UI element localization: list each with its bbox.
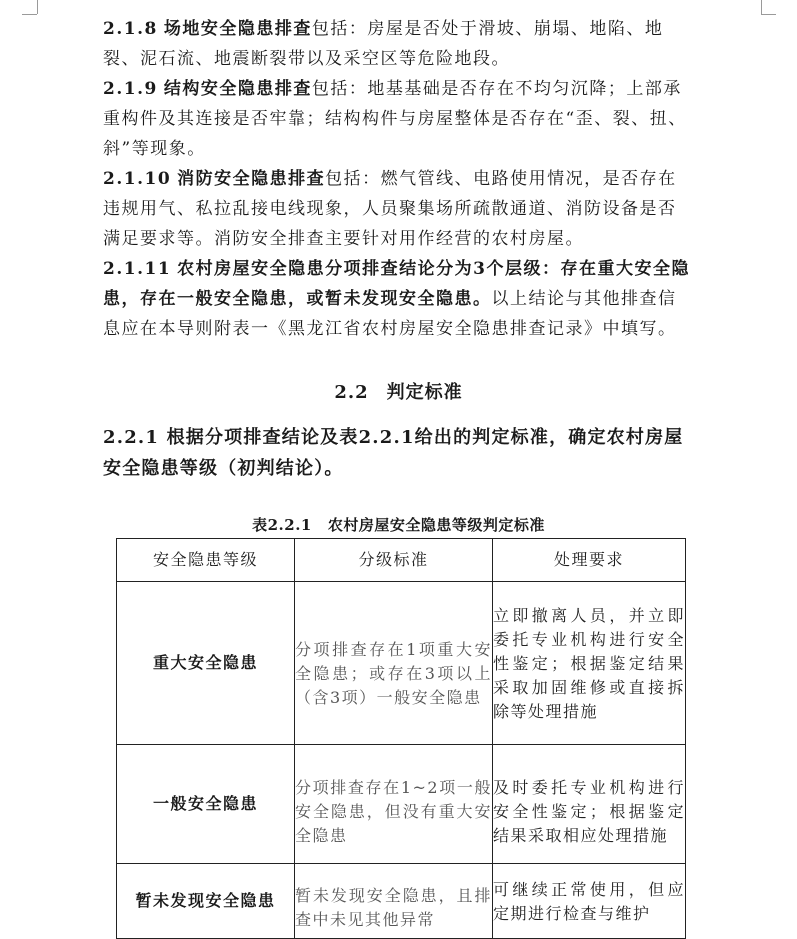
clause-number: 2.1.8	[103, 19, 158, 39]
clause-heading: 场地安全隐患排查	[163, 19, 312, 39]
clause-heading: 消防安全隐患排查	[177, 169, 326, 189]
clause-number: 2.1.11	[103, 259, 172, 279]
clause-2-1-10	[103, 164, 693, 254]
table-row	[117, 745, 686, 864]
action-cell: 可继续正常使用，但应定期进行检查与维护	[493, 864, 686, 939]
margin-mark-top-left	[37, 0, 38, 14]
section-number: 2.2	[334, 382, 369, 403]
criteria-cell: 分项排查存在1项重大安全隐患；或存在3项以上（含3项）一般安全隐患	[295, 582, 493, 745]
action-cell: 及时委托专业机构进行安全性鉴定；根据鉴定结果采取相应处理措施	[493, 745, 686, 864]
criteria-cell: 暂未发现安全隐患，且排查中未见其他异常	[295, 864, 493, 939]
margin-mark-top-left-h	[22, 14, 37, 15]
level-cell: 重大安全隐患	[117, 582, 295, 745]
table-caption	[0, 514, 797, 535]
header-level: 安全隐患等级	[117, 539, 295, 582]
clause-number: 2.1.9	[103, 79, 158, 99]
table-number: 表2.2.1	[252, 516, 312, 534]
clause-number: 2.1.10	[103, 169, 172, 189]
criteria-cell: 分项排查存在1~2项一般安全隐患，但没有重大安全隐患	[295, 745, 493, 864]
clause-text: 以上结论与其他排查信息应在本导则附表一《黑龙江省农村房屋安全隐患排查记录》中填写。	[103, 289, 677, 339]
clause-2-2-1	[103, 422, 693, 484]
table-row	[117, 582, 686, 745]
header-criteria: 分级标准	[295, 539, 493, 582]
table-header-row	[117, 539, 686, 582]
clause-2-1-11	[103, 254, 693, 344]
action-cell: 立即撤离人员，并立即委托专业机构进行安全性鉴定；根据鉴定结果采取加固维修或直接拆除等处理措施	[493, 582, 686, 745]
clause-text: 包括：地基基础是否存在不均匀沉降；上部承重构件及其连接是否牢靠；结构构件与房屋整体是否存在“歪、裂、扭、斜”等现象。	[103, 79, 687, 159]
clause-text: 包括：房屋是否处于滑坡、崩塌、地陷、地裂、泥石流、地震断裂带以及采空区等危险地段。	[103, 19, 664, 69]
clause-text: 根据分项排查结论及表2.2.1给出的判定标准，确定农村房屋安全隐患等级（初判结论）。	[103, 427, 684, 479]
clause-2-1-8	[103, 14, 693, 74]
clause-number: 2.2.1	[103, 427, 160, 448]
header-action: 处理要求	[493, 539, 686, 582]
clause-text: 包括：燃气管线、电路使用情况，是否存在违规用气、私拉乱接电线现象，人员聚集场所疏散通道、消防设备是否满足要求等。消防安全排查主要针对用作经营的农村房屋。	[103, 169, 677, 249]
margin-mark-top-right	[761, 0, 762, 14]
section-title	[0, 378, 797, 404]
section-title-text: 判定标准	[386, 382, 463, 403]
level-cell: 暂未发现安全隐患	[117, 864, 295, 939]
table-title: 农村房屋安全隐患等级判定标准	[327, 516, 545, 534]
document-body	[103, 14, 693, 344]
clause-heading: 农村房屋安全隐患分项排查结论分为3个层级：存在重大安全隐患，存在一般安全隐患，或暂未发现安全隐患。	[103, 259, 690, 309]
margin-mark-top-right-h	[761, 14, 776, 15]
table-row	[117, 864, 686, 939]
clause-heading: 结构安全隐患排查	[163, 79, 312, 99]
hazard-level-table	[116, 538, 686, 939]
level-cell: 一般安全隐患	[117, 745, 295, 864]
clause-2-1-9	[103, 74, 693, 164]
